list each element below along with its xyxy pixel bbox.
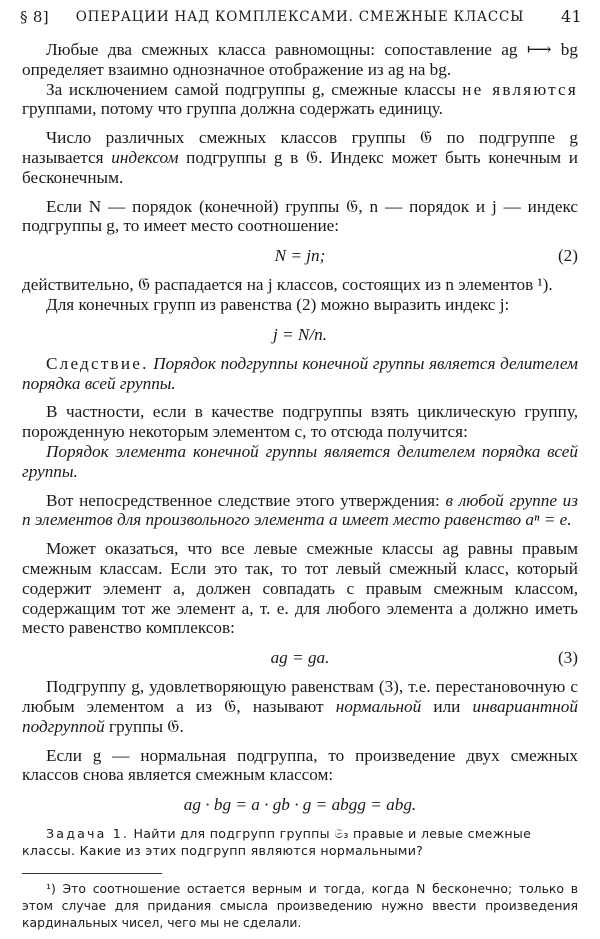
term-index: индексом — [111, 147, 179, 167]
consequence-statement: в любой группе из n элементов для произвольного элемента a имеет место равенство aⁿ = e. — [22, 490, 578, 530]
corollary-label: Следствие. — [46, 353, 149, 373]
exercise-text: Найти для подгрупп группы 𝔖₃ правые и левые смежные классы. Какие из этих подгрупп являются нормальными? — [22, 826, 532, 859]
paragraph-consequence: Вот непосредственное следствие этого утверждения: в любой группе из n элементов для произвольного элемента a имеет место равенство aⁿ = e. — [22, 490, 578, 530]
exercise-1 — [22, 825, 578, 859]
equation-index-expr: j = N/n. — [272, 324, 328, 344]
paragraph-index-definition: Число различных смежных классов группы 𝔊 по подгруппе g называется индексом подгруппы g в 𝔊. Индекс может быть конечным и бесконечным. — [22, 128, 578, 187]
running-title: ОПЕРАЦИИ НАД КОМПЛЕКСАМИ. СМЕЖНЫЕ КЛАССЫ — [75, 9, 525, 25]
paragraph-normal-subgroup: Подгруппу g, удовлетворяющую равенствам (3), т.е. перестановочную с любым элементом a из 𝔊, называют нормальной или инвариантной подгруппой группы 𝔊. — [22, 677, 578, 736]
equation-3-expr: ag = ga. — [270, 648, 330, 668]
equation-3-number: (3) — [557, 648, 578, 668]
section-number: § 8] — [20, 8, 49, 26]
paragraph-cosets-not-groups: За исключением самой подгруппы g, смежные классы не являются группами, потому что группа должна содержать единицу. — [22, 79, 578, 119]
equation-2-expr: N = jn; — [274, 246, 326, 266]
running-header — [14, 6, 586, 28]
equation-2 — [22, 244, 578, 267]
paragraph-decomposition: действительно, 𝔊 распадается на j классов, состоящих из n элементов ¹). — [22, 275, 553, 295]
paragraph-index-expression: Для конечных групп из равенства (2) можно выразить индекс j: — [46, 294, 510, 314]
page-number: 41 — [561, 7, 582, 26]
equation-2-number: (2) — [557, 246, 578, 266]
paragraph-cyclic-case: В частности, если в качестве подгруппы взять циклическую группу, порожденную некоторым элементом c, то отсюда получится: — [22, 402, 578, 442]
page-body — [22, 40, 578, 931]
paragraph-coset-product: Если g — нормальная подгруппа, то произведение двух смежных классов снова является смежным классом: — [22, 745, 578, 785]
paragraph-order-relation: Если N — порядок (конечной) группы 𝔊, n — порядок и j — индекс подгруппы g, то имеет место соотношение: — [22, 196, 578, 236]
equation-product-expr: ag · bg = a · gb · g = abgg = abg. — [183, 795, 417, 815]
term-invariant-subgroup: инвариантной подгруппой — [22, 696, 578, 736]
corollary-statement: Порядок подгруппы конечной группы является делителем порядка всей группы. — [22, 353, 578, 393]
paragraph-left-right-cosets: Может оказаться, что все левые смежные классы ag равны правым смежным классам. Если это так, то тот левый смежный класс, который содержит элемент a, должен совпадать с правым смежным классом, содержащим тот же элемент a, т. е. для любого элемента a должно иметь место равенство комплексов: — [22, 539, 578, 638]
paragraph-corollary — [22, 354, 578, 394]
term-normal: нормальной — [335, 696, 422, 716]
equation-3 — [22, 646, 578, 669]
paragraph-element-order-statement: Порядок элемента конечной группы является делителем порядка всей группы. — [22, 441, 578, 481]
paragraph-cosets-equipotent: Любые два смежных класса равномощны: сопоставление ag ⟼ bg определяет взаимно однозначное отображение из ag на bg. — [22, 40, 578, 79]
equation-product — [22, 793, 578, 816]
exercise-label: Задача 1. — [46, 826, 130, 842]
footnote-rule — [22, 873, 162, 874]
footnote-1: ¹) Это соотношение остается верным и тогда, когда N бесконечно; только в этом случае для придания смысла произведению нужно ввести произведения кардинальных чисел, чего мы не сделали. — [22, 881, 578, 931]
equation-index — [22, 323, 578, 346]
spaced-emphasis: не являются — [462, 79, 578, 99]
